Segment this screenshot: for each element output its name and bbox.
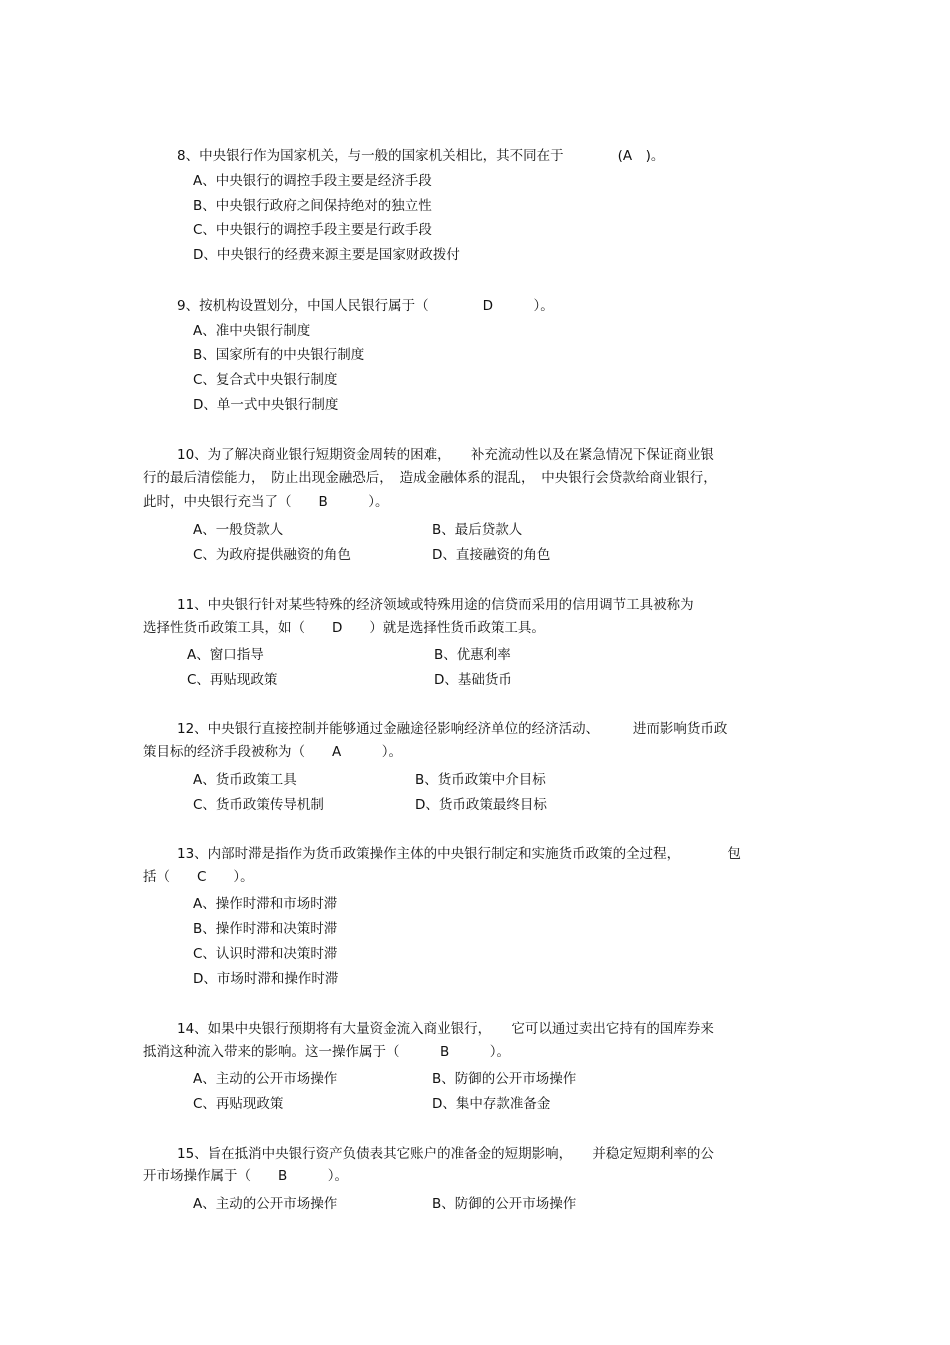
- question-10-option-b: B、最后贷款人: [432, 522, 523, 538]
- question-13-option-c: C、认识时滞和决策时滞: [193, 946, 338, 962]
- question-12-stem-line-2: 策目标的经济手段被称为（ A ）。: [143, 744, 402, 760]
- question-12-option-c: C、货币政策传导机制: [193, 797, 324, 813]
- question-15-stem-line-2: 开市场操作属于（ B ）。: [143, 1168, 349, 1184]
- question-15-option-a: A、主动的公开市场操作: [193, 1196, 338, 1212]
- question-11-option-d: D、基础货币: [434, 672, 512, 688]
- question-8-option-d: D、中央银行的经费来源主要是国家财政拨付: [193, 247, 460, 263]
- question-11-stem-line-1: 11、中央银行针对某些特殊的经济领域或特殊用途的信贷而采用的信用调节工具被称为: [177, 597, 694, 613]
- question-8-option-b: B、中央银行政府之间保持绝对的独立性: [193, 198, 432, 214]
- question-13-stem-line-2: 括（ C ）。: [143, 869, 254, 885]
- question-12-option-b: B、货币政策中介目标: [415, 772, 546, 788]
- question-15-option-b: B、防御的公开市场操作: [432, 1196, 577, 1212]
- question-11-option-a: A、窗口指导: [187, 647, 264, 663]
- question-10-stem-line-2: 行的最后清偿能力， 防止出现金融恐后， 造成金融体系的混乱， 中央银行会贷款给商业银行，: [143, 470, 717, 486]
- question-9-option-a: A、准中央银行制度: [193, 323, 311, 339]
- question-14-option-b: B、防御的公开市场操作: [432, 1071, 577, 1087]
- question-10-option-a: A、一般贷款人: [193, 522, 284, 538]
- question-10-stem-line-3: 此时，中央银行充当了（ B ）。: [143, 494, 389, 510]
- question-10-option-d: D、直接融资的角色: [432, 547, 551, 563]
- question-13-option-a: A、操作时滞和市场时滞: [193, 896, 338, 912]
- question-10-option-c: C、为政府提供融资的角色: [193, 547, 351, 563]
- question-12-option-a: A、货币政策工具: [193, 772, 297, 788]
- question-11-option-c: C、再贴现政策: [187, 672, 278, 688]
- question-11-option-b: B、优惠利率: [434, 647, 511, 663]
- question-8-stem: 8、中央银行作为国家机关，与一般的国家机关相比，其不同在于 (A )。: [177, 148, 665, 164]
- question-11-stem-line-2: 选择性货币政策工具，如（ D ）就是选择性货币政策工具。: [143, 620, 545, 636]
- question-9-stem: 9、按机构设置划分，中国人民银行属于（ D ）。: [177, 298, 554, 314]
- question-9-option-c: C、复合式中央银行制度: [193, 372, 338, 388]
- question-14-option-d: D、集中存款准备金: [432, 1096, 551, 1112]
- question-14-stem-line-1: 14、如果中央银行预期将有大量资金流入商业银行， 它可以通过卖出它持有的国库券来: [177, 1021, 714, 1037]
- question-14-option-c: C、再贴现政策: [193, 1096, 284, 1112]
- question-13-stem-line-1: 13、内部时滞是指作为货币政策操作主体的中央银行制定和实施货币政策的全过程， 包: [177, 846, 741, 862]
- question-9-option-b: B、国家所有的中央银行制度: [193, 347, 365, 363]
- question-15-stem-line-1: 15、旨在抵消中央银行资产负债表其它账户的准备金的短期影响， 并稳定短期利率的公: [177, 1146, 714, 1162]
- question-14-stem-line-2: 抵消这种流入带来的影响。这一操作属于（ B ）。: [143, 1044, 511, 1060]
- question-10-stem-line-1: 10、为了解决商业银行短期资金周转的困难， 补充流动性以及在紧急情况下保证商业银: [177, 447, 714, 463]
- question-14-option-a: A、主动的公开市场操作: [193, 1071, 338, 1087]
- question-8-option-a: A、中央银行的调控手段主要是经济手段: [193, 173, 432, 189]
- question-9-option-d: D、单一式中央银行制度: [193, 397, 339, 413]
- question-12-option-d: D、货币政策最终目标: [415, 797, 547, 813]
- question-13-option-b: B、操作时滞和决策时滞: [193, 921, 338, 937]
- question-12-stem-line-1: 12、中央银行直接控制并能够通过金融途径影响经济单位的经济活动、 进而影响货币政: [177, 721, 728, 737]
- question-8-option-c: C、中央银行的调控手段主要是行政手段: [193, 222, 432, 238]
- question-13-option-d: D、市场时滞和操作时滞: [193, 971, 339, 987]
